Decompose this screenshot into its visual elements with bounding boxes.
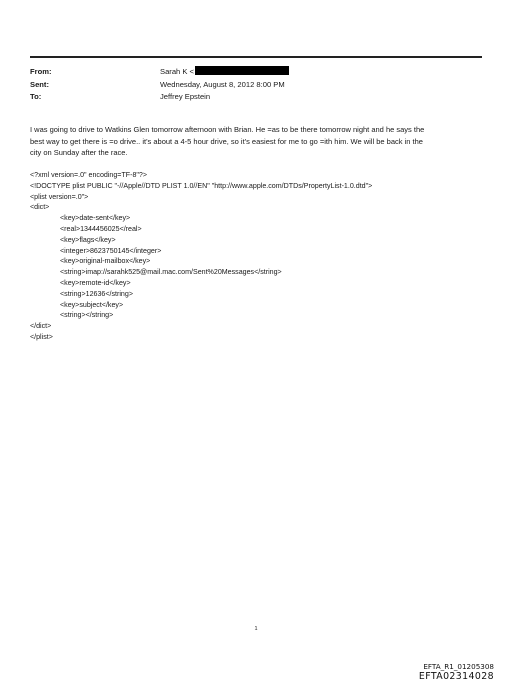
xml-line: </plist> [30, 332, 53, 341]
xml-line: <!DOCTYPE plist PUBLIC "-//Apple//DTD PLIST 1.0//EN" "http://www.apple.com/DTDs/PropertyList-1.0.dtd"> [30, 181, 373, 190]
xml-line: <string></string> [60, 311, 114, 320]
xml-line: <key>remote-id</key> [60, 278, 131, 287]
xml-line: </dict> [30, 322, 52, 331]
from-row [30, 66, 482, 79]
bates-number-2: EFTA02314028 [418, 671, 494, 682]
to-value: Jeffrey Epstein [160, 92, 211, 101]
bates-number-1: EFTA_R1_01205308 [423, 662, 494, 671]
from-name: Sarah K < [160, 67, 194, 76]
sent-value: Wednesday, August 8, 2012 8:00 PM [160, 79, 285, 89]
body-line: best way to get there is =o drive.. it's about a 4-5 hour drive, so it's easiest for me to go =ith him. We will be back in the [30, 136, 423, 146]
sent-label: Sent: [30, 79, 49, 89]
sent-row [30, 79, 482, 92]
email-body [30, 124, 482, 159]
body-line: city on Sunday after the race. [30, 148, 128, 157]
xml-line: <key>subject</key> [60, 300, 124, 309]
xml-line: <key>original-mailbox</key> [60, 257, 151, 266]
xml-line: <integer>8623750145</integer> [60, 246, 162, 255]
to-label: To: [30, 92, 42, 101]
xml-line: <string>imap://sarahk525@mail.mac.com/Sent%20Messages</string> [60, 268, 282, 277]
to-row [30, 91, 482, 104]
xml-line: <?xml version=.0" encoding=TF-8"?> [30, 171, 148, 179]
xml-line: <string>12636</string> [60, 289, 133, 298]
bates-stamp [419, 662, 494, 682]
header-rule [30, 56, 482, 58]
xml-line: <dict> [30, 203, 50, 212]
from-label: From: [30, 67, 52, 76]
page-number: 1 [254, 626, 258, 632]
xml-line: <key>flags</key> [60, 235, 116, 244]
email-header [30, 66, 482, 104]
xml-line: <plist version=.0"> [30, 192, 89, 201]
redaction-box [195, 66, 289, 75]
plist-block [30, 170, 482, 343]
xml-line: <key>date-sent</key> [60, 214, 131, 223]
xml-line: <real>1344456025</real> [60, 224, 142, 233]
from-value [160, 66, 482, 79]
body-line: I was going to drive to Watkins Glen tomorrow afternoon with Brian. He =as to be there tomorrow night and he says the [30, 125, 425, 134]
